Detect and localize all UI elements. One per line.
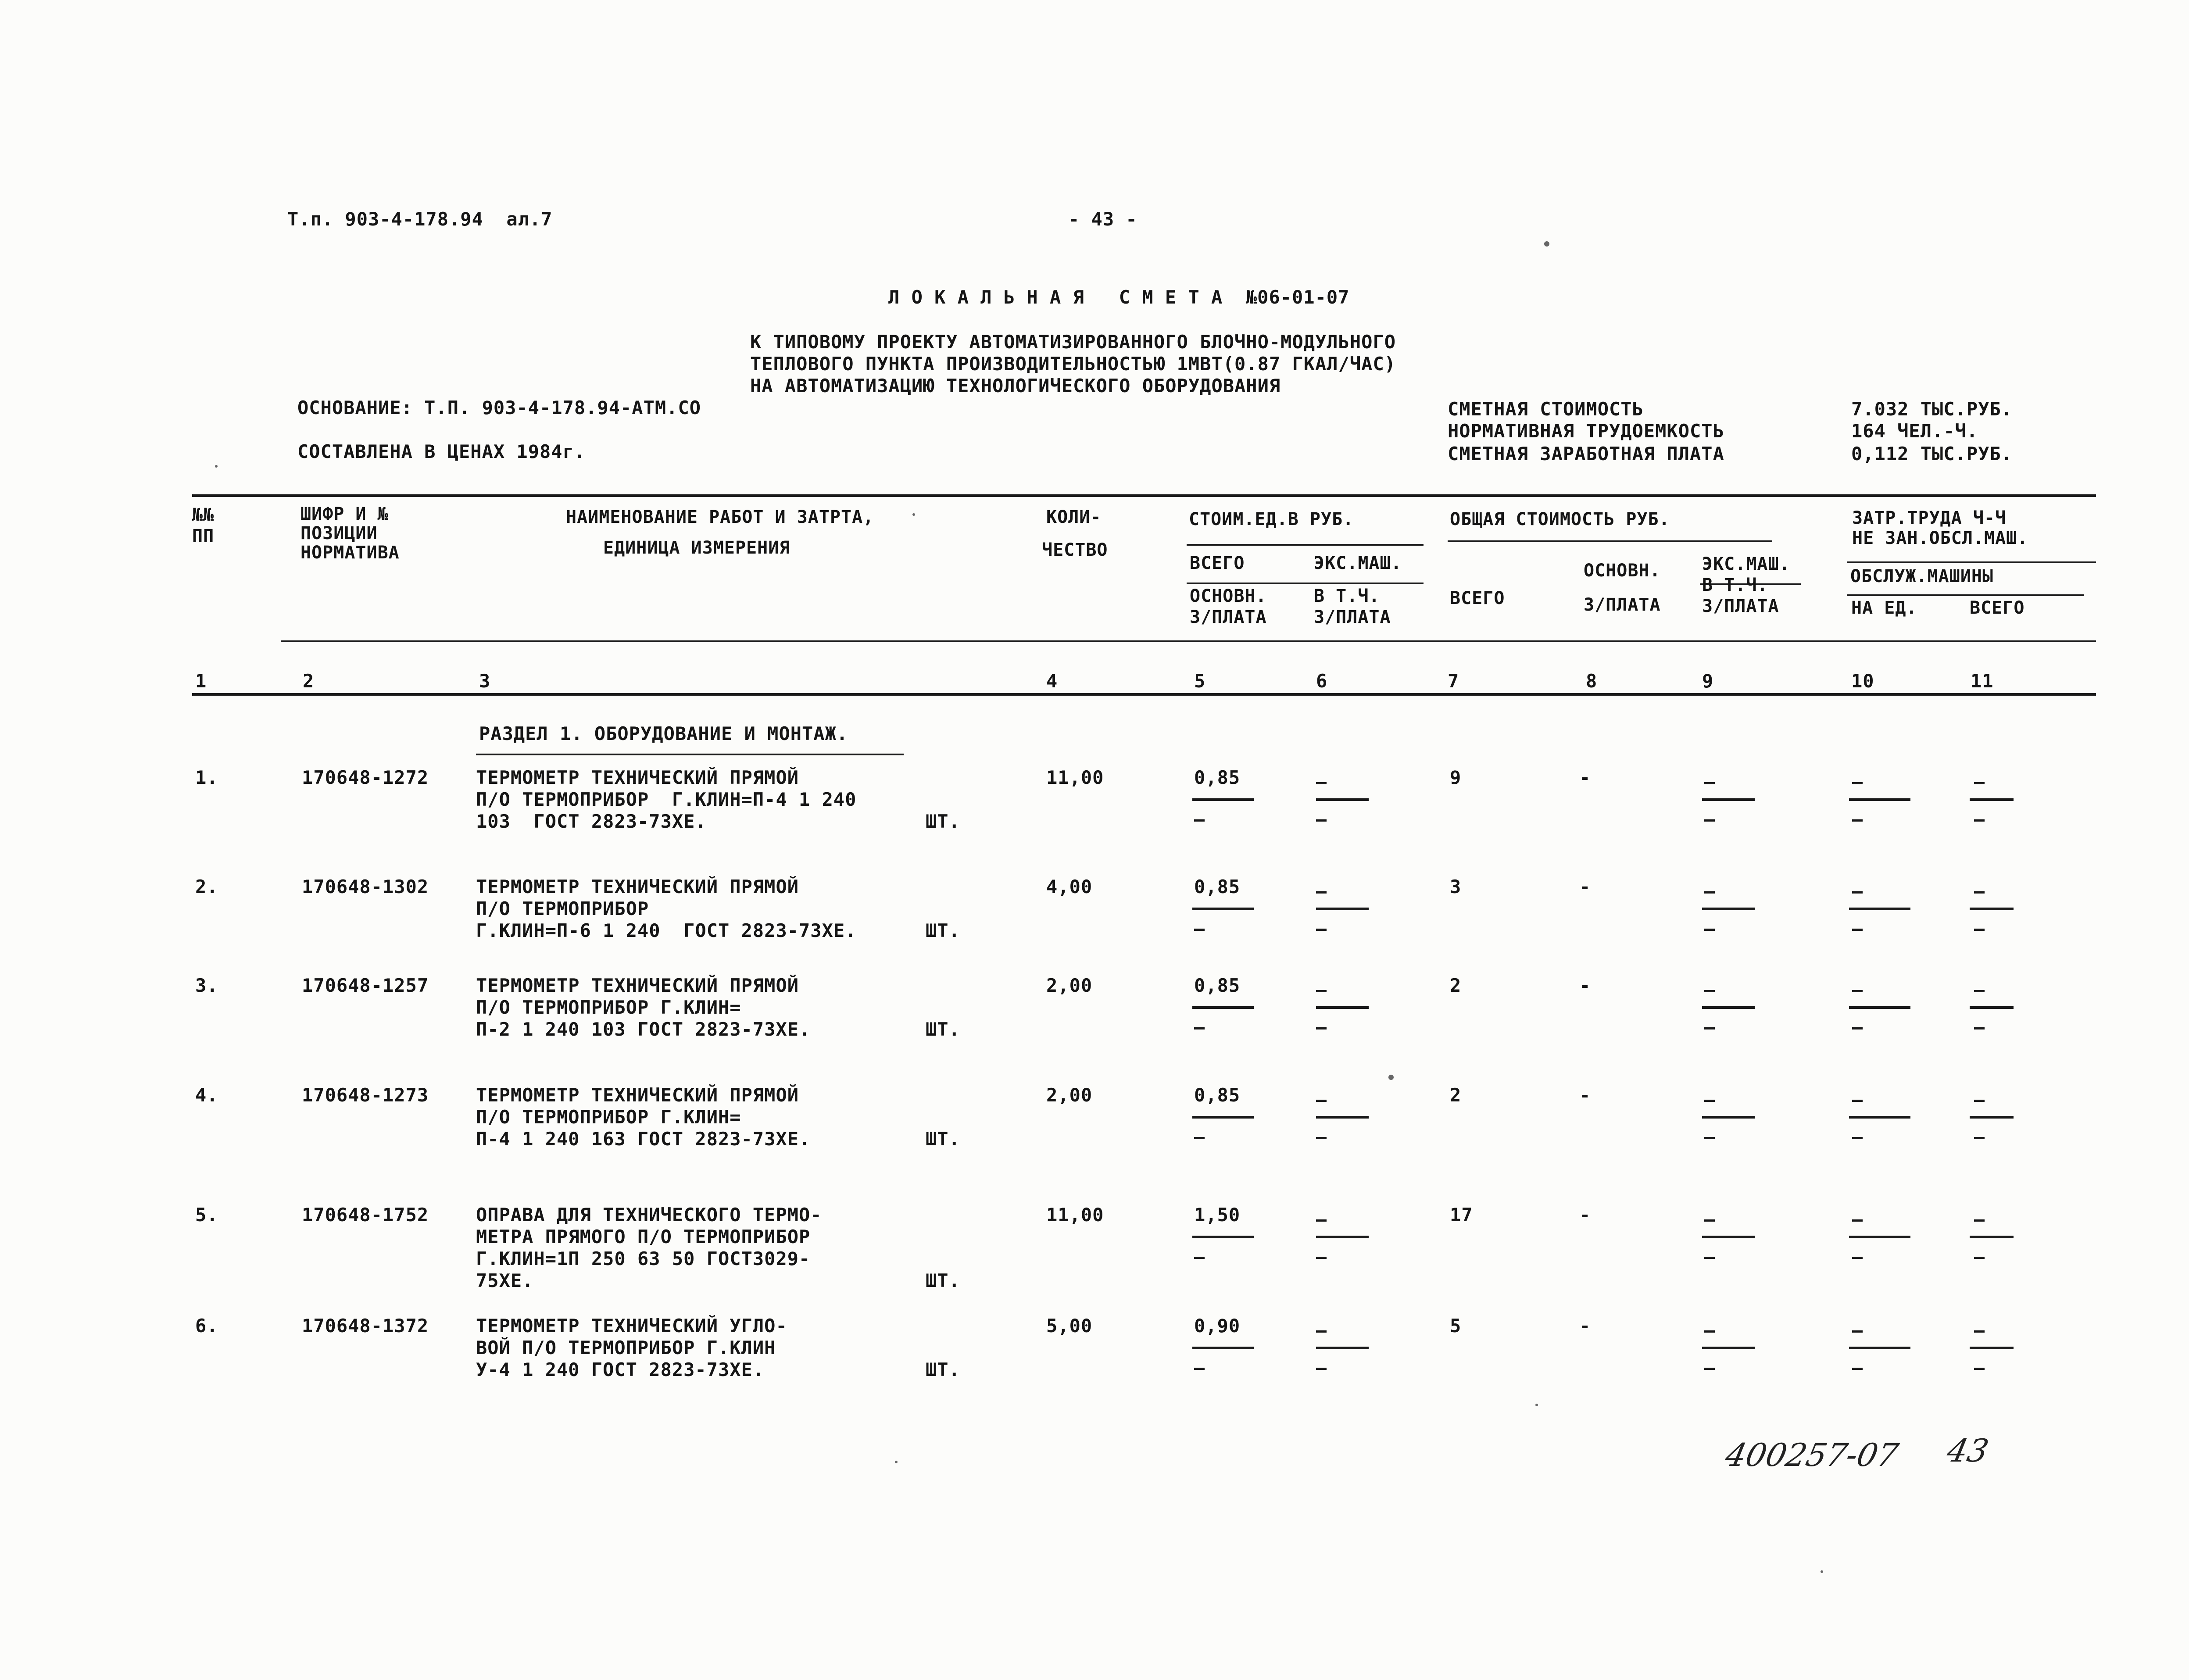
col-number: 5 xyxy=(1194,670,1206,692)
header-col-3b: ЕДИНИЦА ИЗМЕРЕНИЯ xyxy=(603,538,790,558)
labor-underline xyxy=(1970,1006,2014,1009)
header-service: ОБСЛУЖ.МАШИНЫ xyxy=(1850,566,1994,586)
row-code: 170648-1257 xyxy=(302,975,429,996)
empty-dash xyxy=(1704,1368,1715,1370)
col-number: 2 xyxy=(303,670,315,692)
empty-dash xyxy=(1704,891,1715,894)
row-total: 2 xyxy=(1450,1084,1462,1106)
empty-dash xyxy=(1852,1027,1863,1029)
empty-dash xyxy=(1852,1219,1863,1222)
empty-dash xyxy=(1704,1257,1715,1259)
header-incl-1: В Т.Ч. З/ПЛАТА xyxy=(1314,586,1391,627)
col-number: 7 xyxy=(1448,670,1459,692)
empty-dash xyxy=(1974,1219,1985,1222)
scan-speck xyxy=(895,1461,898,1463)
estimate-title: Л О К А Л Ь Н А Я С М Е Т А №06-01-07 xyxy=(888,286,1350,308)
row-quantity: 2,00 xyxy=(1046,1084,1093,1106)
empty-dash xyxy=(1974,819,1985,822)
summary-wage-label: СМЕТНАЯ ЗАРАБОТНАЯ ПЛАТА xyxy=(1448,443,1724,465)
labor-underline xyxy=(1970,798,2014,801)
empty-dash xyxy=(1316,891,1327,894)
section-underline xyxy=(476,754,904,755)
empty-dash xyxy=(1704,1100,1715,1102)
empty-dash xyxy=(1316,929,1327,931)
empty-dash xyxy=(1194,1257,1205,1259)
header-col-3a: НАИМЕНОВАНИЕ РАБОТ И ЗАТРТА, xyxy=(566,507,874,527)
row-quantity: 11,00 xyxy=(1046,1204,1104,1226)
empty-dash xyxy=(1852,1368,1863,1370)
row-total: 3 xyxy=(1450,876,1462,897)
machine-underline xyxy=(1702,1116,1755,1119)
row-basic-wage: - xyxy=(1579,1084,1591,1106)
empty-dash xyxy=(1316,1137,1327,1139)
service-rule xyxy=(1847,594,2084,596)
col-number: 9 xyxy=(1702,670,1714,692)
header-bottom-rule xyxy=(281,640,2096,642)
document-code: Т.п. 903-4-178.94 ал.7 xyxy=(287,208,553,230)
row-code: 170648-1302 xyxy=(302,876,429,897)
empty-dash xyxy=(1704,1219,1715,1222)
header-mach-1: ЭКС.МАШ. xyxy=(1314,553,1402,573)
empty-dash xyxy=(1194,929,1205,931)
empty-dash xyxy=(1704,782,1715,784)
row-unit: ШТ. xyxy=(926,1359,960,1380)
page-number: - 43 - xyxy=(1068,208,1137,230)
row-name: ОПРАВА ДЛЯ ТЕХНИЧЕСКОГО ТЕРМО- МЕТРА ПРЯМОГО П/О ТЕРМОПРИБОР Г.КЛИН=1П 250 63 50 ГОСТ3029- 75ХЕ. xyxy=(476,1204,822,1291)
row-number: 4. xyxy=(195,1084,218,1106)
row-code: 170648-1752 xyxy=(302,1204,429,1226)
row-number: 1. xyxy=(195,767,218,788)
row-unit-price: 0,85 xyxy=(1194,876,1241,897)
price-underline xyxy=(1192,1006,1254,1009)
col-number: 4 xyxy=(1046,670,1058,692)
machine-underline xyxy=(1702,1006,1755,1009)
row-name: ТЕРМОМЕТР ТЕХНИЧЕСКИЙ ПРЯМОЙ П/О ТЕРМОПРИБОР Г.КЛИН= П-2 1 240 103 ГОСТ 2823-73ХЕ. xyxy=(476,975,811,1040)
machine-underline xyxy=(1316,908,1369,910)
row-total: 2 xyxy=(1450,975,1462,996)
labor-underline xyxy=(1849,908,1910,910)
header-basic-2: ОСНОВН. З/ПЛАТА xyxy=(1584,561,1661,615)
row-unit-price: 0,85 xyxy=(1194,975,1241,996)
header-all-1: ВСЕГО xyxy=(1190,553,1245,573)
unit-cost-rule xyxy=(1187,544,1424,546)
empty-dash xyxy=(1852,1330,1863,1333)
price-underline xyxy=(1192,798,1254,801)
empty-dash xyxy=(1974,990,1985,992)
empty-dash xyxy=(1316,1100,1327,1102)
machine-underline xyxy=(1702,1347,1755,1349)
labor-underline xyxy=(1970,1347,2014,1349)
row-unit-price: 0,85 xyxy=(1194,1084,1241,1106)
header-total: ВСЕГО xyxy=(1970,598,2025,618)
handwritten-page-number: 43 xyxy=(1944,1432,1992,1469)
col-number: 1 xyxy=(195,670,207,692)
row-total: 17 xyxy=(1450,1204,1473,1226)
empty-dash xyxy=(1704,990,1715,992)
row-unit: ШТ. xyxy=(926,1019,960,1040)
machine-underline xyxy=(1702,908,1755,910)
empty-dash xyxy=(1704,1330,1715,1333)
row-quantity: 2,00 xyxy=(1046,975,1093,996)
row-unit: ШТ. xyxy=(926,1128,960,1150)
header-col-4a: КОЛИ- xyxy=(1046,507,1102,527)
machine-underline xyxy=(1316,1236,1369,1238)
row-unit: ШТ. xyxy=(926,811,960,832)
empty-dash xyxy=(1852,929,1863,931)
empty-dash xyxy=(1974,1257,1985,1259)
price-underline xyxy=(1192,908,1254,910)
row-number: 5. xyxy=(195,1204,218,1226)
header-unit-cost: СТОИМ.ЕД.В РУБ. xyxy=(1189,509,1354,529)
labor-underline xyxy=(1849,1006,1910,1009)
summary-labor-value: 164 ЧЕЛ.-Ч. xyxy=(1851,420,1978,442)
header-col-4b: ЧЕСТВО xyxy=(1042,540,1108,560)
labor-underline xyxy=(1849,798,1910,801)
row-total: 5 xyxy=(1450,1315,1462,1337)
machine-underline xyxy=(1316,798,1369,801)
prices-text: СОСТАВЛЕНА В ЦЕНАХ 1984г. xyxy=(297,441,586,462)
empty-dash xyxy=(1852,891,1863,894)
col-number: 11 xyxy=(1971,670,1994,692)
handwritten-archive-number: 400257-07 xyxy=(1722,1437,1902,1473)
row-basic-wage: - xyxy=(1579,767,1591,788)
header-col-2: ШИФР И № ПОЗИЦИИ НОРМАТИВА xyxy=(300,504,400,563)
empty-dash xyxy=(1852,990,1863,992)
row-quantity: 11,00 xyxy=(1046,767,1104,788)
row-basic-wage: - xyxy=(1579,975,1591,996)
summary-cost-label: СМЕТНАЯ СТОИМОСТЬ xyxy=(1448,398,1644,420)
empty-dash xyxy=(1194,1137,1205,1139)
empty-dash xyxy=(1974,891,1985,894)
empty-dash xyxy=(1852,1100,1863,1102)
empty-dash xyxy=(1316,990,1327,992)
labor-rule xyxy=(1847,561,2096,563)
row-basic-wage: - xyxy=(1579,1204,1591,1226)
table-top-rule xyxy=(192,494,2096,497)
row-basic-wage: - xyxy=(1579,1315,1591,1337)
all-rule xyxy=(1187,583,1424,584)
row-number: 2. xyxy=(195,876,218,897)
empty-dash xyxy=(1316,1330,1327,1333)
row-name: ТЕРМОМЕТР ТЕХНИЧЕСКИЙ ПРЯМОЙ П/О ТЕРМОПРИБОР Г.КЛИН=П-6 1 240 ГОСТ 2823-73ХЕ. xyxy=(476,876,857,941)
price-underline xyxy=(1192,1116,1254,1119)
col-number: 3 xyxy=(479,670,491,692)
header-labor: ЗАТР.ТРУДА Ч-Ч НЕ ЗАН.ОБСЛ.МАШ. xyxy=(1852,508,2028,548)
row-quantity: 5,00 xyxy=(1046,1315,1093,1337)
summary-wage-value: 0,112 ТЫС.РУБ. xyxy=(1851,443,2013,465)
empty-dash xyxy=(1852,1137,1863,1139)
machine-underline xyxy=(1316,1116,1369,1119)
row-name: ТЕРМОМЕТР ТЕХНИЧЕСКИЙ ПРЯМОЙ П/О ТЕРМОПРИБОР Г.КЛИН=П-4 1 240 103 ГОСТ 2823-73ХЕ. xyxy=(476,767,857,832)
empty-dash xyxy=(1316,1027,1327,1029)
header-mach-2: ЭКС.МАШ. В Т.Ч. З/ПЛАТА xyxy=(1702,554,1790,616)
row-unit-price: 1,50 xyxy=(1194,1204,1241,1226)
col-number: 10 xyxy=(1851,670,1874,692)
empty-dash xyxy=(1974,929,1985,931)
empty-dash xyxy=(1974,1100,1985,1102)
empty-dash xyxy=(1974,782,1985,784)
row-code: 170648-1372 xyxy=(302,1315,429,1337)
empty-dash xyxy=(1194,819,1205,822)
labor-underline xyxy=(1970,908,2014,910)
empty-dash xyxy=(1194,1368,1205,1370)
machine-underline xyxy=(1316,1347,1369,1349)
col-number: 8 xyxy=(1586,670,1598,692)
row-unit: ШТ. xyxy=(926,1270,960,1291)
row-number: 3. xyxy=(195,975,218,996)
scan-speck xyxy=(215,465,218,468)
col-number: 6 xyxy=(1316,670,1328,692)
row-unit-price: 0,85 xyxy=(1194,767,1241,788)
title-line-2: ТЕПЛОВОГО ПУНКТА ПРОИЗВОДИТЕЛЬНОСТЬЮ 1МВТ(0.87 ГКАЛ/ЧАС) xyxy=(750,353,1396,375)
row-name: ТЕРМОМЕТР ТЕХНИЧЕСКИЙ УГЛО- ВОЙ П/О ТЕРМОПРИБОР Г.КЛИН У-4 1 240 ГОСТ 2823-73ХЕ. xyxy=(476,1315,787,1380)
empty-dash xyxy=(1316,1368,1327,1370)
scan-speck xyxy=(912,513,915,516)
row-code: 170648-1273 xyxy=(302,1084,429,1106)
empty-dash xyxy=(1852,819,1863,822)
labor-underline xyxy=(1970,1236,2014,1238)
header-col-1: №№ ПП xyxy=(192,505,215,546)
price-underline xyxy=(1192,1347,1254,1349)
row-unit: ШТ. xyxy=(926,920,960,941)
empty-dash xyxy=(1852,1257,1863,1259)
column-numbers-rule xyxy=(192,693,2096,696)
empty-dash xyxy=(1704,1027,1715,1029)
empty-dash xyxy=(1316,1257,1327,1259)
empty-dash xyxy=(1704,929,1715,931)
empty-dash xyxy=(1194,1027,1205,1029)
empty-dash xyxy=(1704,1137,1715,1139)
labor-underline xyxy=(1849,1347,1910,1349)
labor-underline xyxy=(1849,1236,1910,1238)
scan-speck xyxy=(1544,241,1549,247)
summary-cost-value: 7.032 ТЫС.РУБ. xyxy=(1851,398,2013,420)
empty-dash xyxy=(1852,782,1863,784)
empty-dash xyxy=(1974,1330,1985,1333)
title-line-3: НА АВТОМАТИЗАЦИЮ ТЕХНОЛОГИЧЕСКОГО ОБОРУДОВАНИЯ xyxy=(750,375,1281,397)
machine-underline xyxy=(1702,798,1755,801)
row-total: 9 xyxy=(1450,767,1462,788)
labor-underline xyxy=(1849,1116,1910,1119)
scan-speck xyxy=(1821,1570,1823,1573)
section-heading: РАЗДЕЛ 1. ОБОРУДОВАНИЕ И МОНТАЖ. xyxy=(479,723,848,744)
total-cost-rule xyxy=(1448,540,1772,542)
header-all-2: ВСЕГО xyxy=(1450,588,1505,608)
row-name: ТЕРМОМЕТР ТЕХНИЧЕСКИЙ ПРЯМОЙ П/О ТЕРМОПРИБОР Г.КЛИН= П-4 1 240 163 ГОСТ 2823-73ХЕ. xyxy=(476,1084,811,1150)
machine-underline xyxy=(1316,1006,1369,1009)
row-unit-price: 0,90 xyxy=(1194,1315,1241,1337)
machine-underline xyxy=(1702,1236,1755,1238)
empty-dash xyxy=(1974,1137,1985,1139)
labor-underline xyxy=(1970,1116,2014,1119)
empty-dash xyxy=(1316,782,1327,784)
title-line-1: К ТИПОВОМУ ПРОЕКТУ АВТОМАТИЗИРОВАННОГО БЛОЧНО-МОДУЛЬНОГО xyxy=(750,331,1396,353)
row-quantity: 4,00 xyxy=(1046,876,1093,897)
row-basic-wage: - xyxy=(1579,876,1591,897)
price-underline xyxy=(1192,1236,1254,1238)
header-per-unit: НА ЕД. xyxy=(1851,598,1917,618)
empty-dash xyxy=(1974,1368,1985,1370)
row-number: 6. xyxy=(195,1315,218,1337)
empty-dash xyxy=(1316,819,1327,822)
basis-text: ОСНОВАНИЕ: Т.П. 903-4-178.94-АТМ.СО xyxy=(297,397,701,418)
row-code: 170648-1272 xyxy=(302,767,429,788)
header-basic-1: ОСНОВН. З/ПЛАТА xyxy=(1190,586,1267,627)
empty-dash xyxy=(1704,819,1715,822)
summary-labor-label: НОРМАТИВНАЯ ТРУДОЕМКОСТЬ xyxy=(1448,420,1724,442)
empty-dash xyxy=(1316,1219,1327,1222)
scan-speck xyxy=(1535,1404,1538,1406)
header-total-cost: ОБЩАЯ СТОИМОСТЬ РУБ. xyxy=(1450,509,1670,529)
empty-dash xyxy=(1974,1027,1985,1029)
scan-speck xyxy=(1388,1075,1394,1080)
